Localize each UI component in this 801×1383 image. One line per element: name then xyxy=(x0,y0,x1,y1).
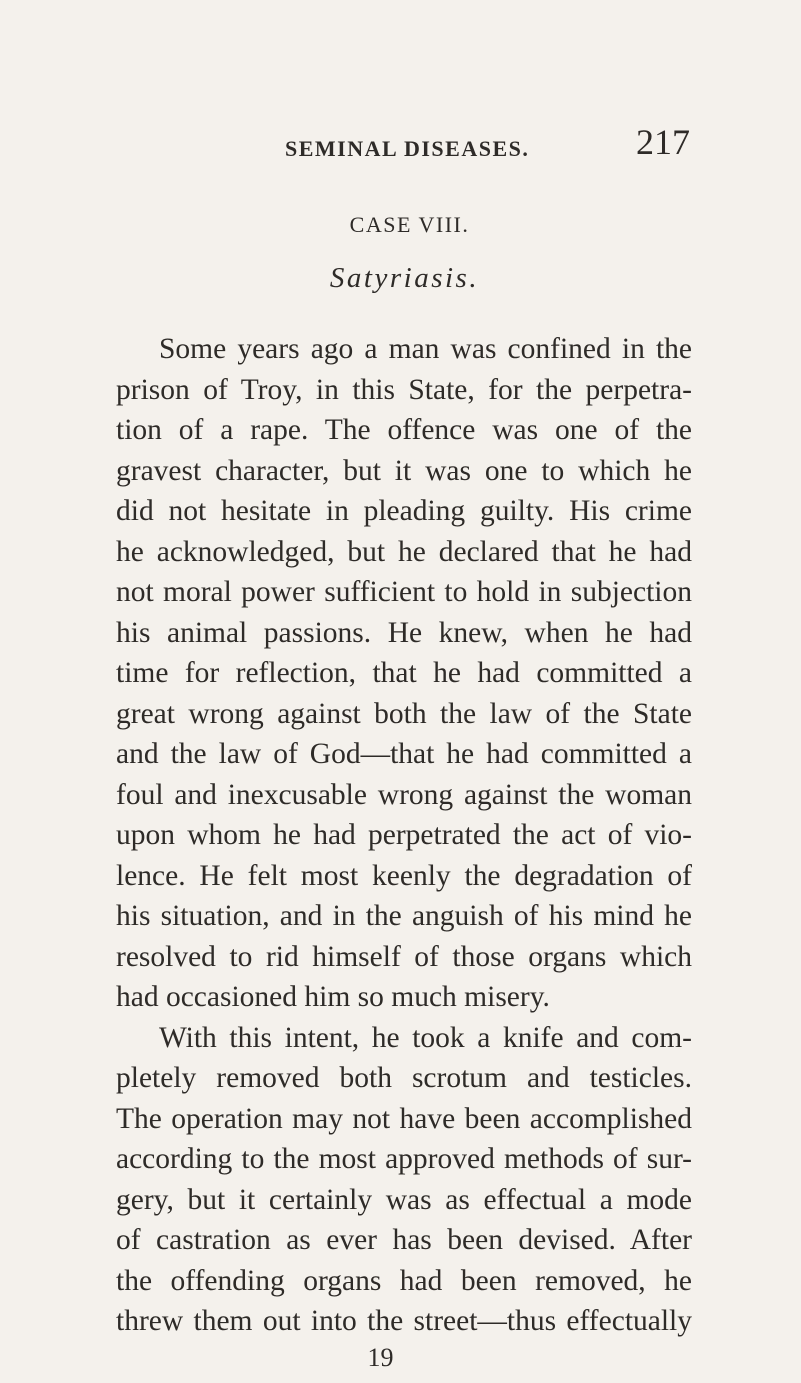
text-line: time for reflection, that he had committed a xyxy=(116,657,692,689)
text-line: threw them out into the street—thus effectually xyxy=(116,1305,692,1337)
running-head: SEMINAL DISEASES. xyxy=(285,136,530,161)
text-line: did not hesitate in pleading guilty. His crime xyxy=(116,495,692,527)
text-line: gery, but it certainly was as effectual a mode xyxy=(116,1183,692,1216)
text-line: resolved to rid himself of those organs which xyxy=(116,940,692,973)
text-line: With this intent, he took a knife and com- xyxy=(159,1021,692,1054)
text-line: gravest character, but it was one to which he xyxy=(116,454,692,487)
text-line: prison of Troy, in this State, for the perpetra- xyxy=(116,373,692,406)
text-line: not moral power sufficient to hold in subjection xyxy=(116,576,692,608)
text-line: upon whom he had perpetrated the act of vio- xyxy=(116,819,692,851)
text-line: his animal passions. He knew, when he had xyxy=(116,616,692,649)
text-line: great wrong against both the law of the State xyxy=(116,697,692,730)
text-line: and the law of God—that he had committed a xyxy=(116,738,692,770)
text-line: pletely removed both scrotum and testicles. xyxy=(116,1062,692,1094)
text-line: his situation, and in the anguish of his mind he xyxy=(116,900,692,932)
text-line: according to the most approved methods of sur- xyxy=(116,1143,692,1175)
text-line: The operation may not have been accomplished xyxy=(116,1102,692,1135)
text-line: Some years ago a man was confined in the xyxy=(159,333,692,365)
text-line: the offending organs had been removed, he xyxy=(116,1264,692,1297)
case-subtitle: Satyriasis. xyxy=(329,262,480,294)
text-line: he acknowledged, but he declared that he had xyxy=(116,535,692,568)
text-line: foul and inexcusable wrong against the woman xyxy=(116,778,692,811)
text-line: tion of a rape. The offence was one of the xyxy=(116,414,692,446)
text-line: had occasioned him so much misery. xyxy=(116,981,550,1013)
signature-mark: 19 xyxy=(367,1343,394,1372)
text-line: lence. He felt most keenly the degradation of xyxy=(116,859,692,892)
page-number: 217 xyxy=(636,122,690,162)
text-line: of castration as ever has been devised. After xyxy=(116,1224,692,1256)
page-header xyxy=(285,118,690,168)
case-heading: CASE VIII. xyxy=(349,212,470,237)
